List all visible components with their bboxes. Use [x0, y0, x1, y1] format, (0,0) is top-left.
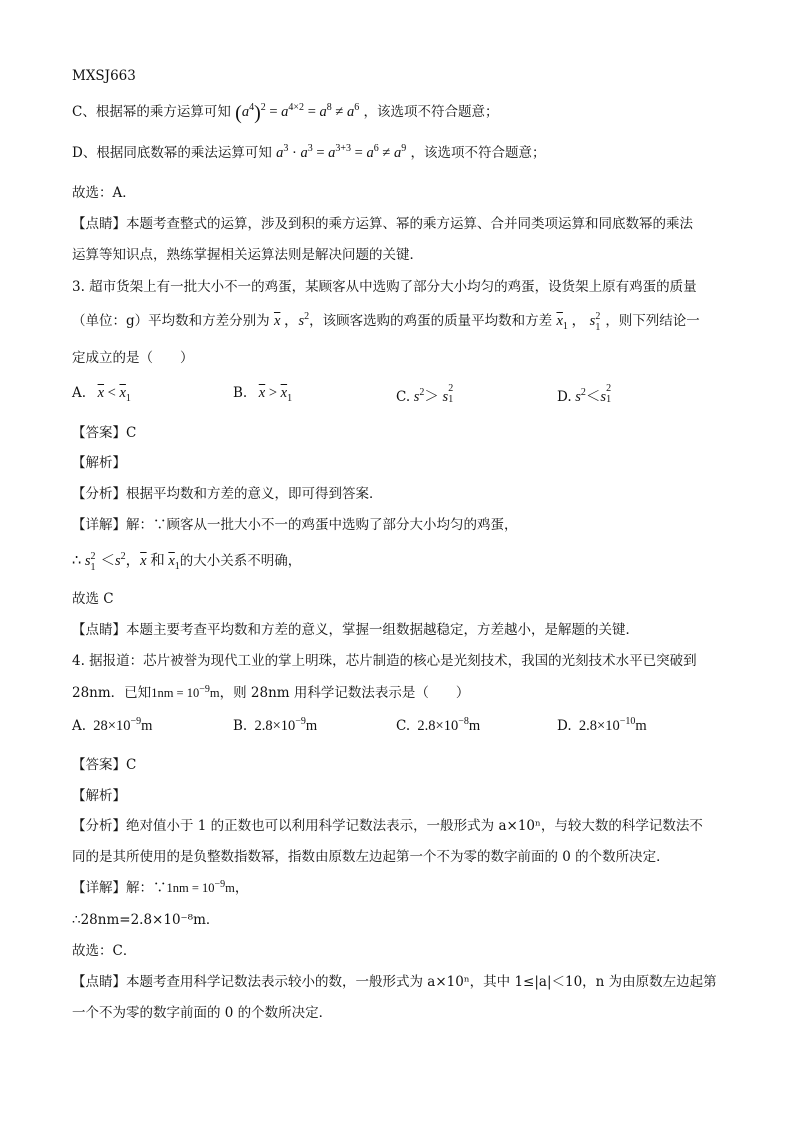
option-d-explanation [72, 143, 722, 163]
c-suffix: ，该选项不符合题意； [363, 104, 499, 120]
header-code: MXSJ663 [72, 68, 136, 84]
c-prefix: C、根据幂的乘方运算可知 [72, 104, 231, 120]
q3-choose: 故选 C [72, 591, 114, 607]
q4-answer: 【答案】C [72, 757, 137, 773]
q4-fenxi-line1: 【分析】绝对值小于 1 的正数也可以利用科学记数法表示，一般形式为 a×10ⁿ，与较大数的科学记数法不 [72, 818, 703, 834]
q3-stem-line2: （单位：g）平均数和方差分别为 $\overline{x}$ ，$s^2$，该顾客选购的鸡蛋的质量平均数和方差 $\overline{x}_1$ ， s 2 1 ，则下列结论一 [72, 311, 700, 333]
q4-option-b[interactable]: B. $2.8\times 10^{-9}m$ [233, 716, 318, 734]
option-c-explanation [72, 102, 722, 123]
d-suffix: ，该选项不符合题意； [410, 145, 546, 161]
comment1-line1: 【点睛】本题考查整式的运算，涉及到积的乘方运算、幂的乘方运算、合并同类项运算和同底数幂的乘法 [72, 216, 693, 232]
q4-fenxi-line2: 同的是其所使用的是负整数指数幂，指数由原数左边起第一个不为零的数字前面的 0 的个数所决定． [72, 849, 670, 865]
d-formula: $a^3 \cdot a^3 = a^{3+3} = a^6 \ne a^9$ [276, 143, 407, 161]
q4-option-c[interactable]: C. $2.8\times 10^{-8}m$ [396, 716, 481, 734]
q3-therefore: ∴ s 2 1 $<s^2$，$\overline{x}$ 和 $\overline{x}_1$的大小关系不明确， [72, 551, 302, 573]
comment1-line2: 运算等知识点，熟练掌握相关运算法则是解决问题的关键． [72, 247, 423, 263]
q3-option-a[interactable]: A. $\overline{x} < \overline{x}_1$ [72, 385, 131, 404]
q4-stem-line2: 28nm．已知$1nm = 10^{-9}m$，则 28nm 用科学记数法表示是（ ） [72, 683, 470, 701]
q3-analysis-label: 【解析】 [72, 455, 126, 471]
q4-option-a[interactable]: A. $28\times 10^{-9}m$ [72, 716, 153, 734]
c-formula: $(a^4)^2 = a^{4\times 2} = a^8 \ne a^6$ [235, 102, 360, 124]
q4-therefore: ∴28nm=2.8×10⁻⁸m． [72, 912, 220, 928]
q4-comment-line2: 一个不为零的数字前面的 0 的个数所决定． [72, 1005, 333, 1021]
q4-xiangjie: 【详解】解：∵1nm = $10^{-9}m$， [72, 878, 249, 896]
q4-option-d[interactable]: D. $2.8\times 10^{-10}m$ [557, 716, 647, 734]
choose-a: 故选：A． [72, 185, 136, 201]
q3-stem-line1: 3. 超市货架上有一批大小不一的鸡蛋，某顾客从中选购了部分大小均匀的鸡蛋，设货架上原有鸡蛋的质量 [72, 279, 697, 295]
q4-comment-line1: 【点睛】本题考查用科学记数法表示较小的数，一般形式为 a×10ⁿ，其中 1≤|a|＜10，n 为由原数左边起第 [72, 974, 717, 990]
q3-stem-line3: 定成立的是（ ） [72, 350, 194, 366]
q4-stem-line1: 4. 据报道：芯片被誉为现代工业的掌上明珠，芯片制造的核心是光刻技术，我国的光刻技术水平已突破到 [72, 653, 697, 669]
comment1-label: 【点睛】 [72, 216, 126, 232]
d-prefix: D、根据同底数幂的乘法运算可知 [72, 145, 272, 161]
q4-analysis-label: 【解析】 [72, 788, 126, 804]
q3-fenxi: 【分析】根据平均数和方差的意义，即可得到答案． [72, 486, 383, 502]
q3-option-b[interactable]: B. $\overline{x} > \overline{x}_1$ [233, 385, 293, 404]
q3-option-d[interactable]: D. $s^2<s$ 2 1 [557, 383, 612, 405]
q3-option-c[interactable]: C. $s^2> s$ 2 1 [396, 383, 454, 405]
q3-answer: 【答案】C [72, 425, 137, 441]
q4-choose: 故选：C． [72, 943, 137, 959]
q3-xiangjie: 【详解】解：∵顾客从一批大小不一的鸡蛋中选购了部分大小均匀的鸡蛋， [72, 517, 518, 533]
q3-comment: 【点睛】本题主要考查平均数和方差的意义，掌握一组数据越稳定，方差越小，是解题的关键． [72, 622, 639, 638]
